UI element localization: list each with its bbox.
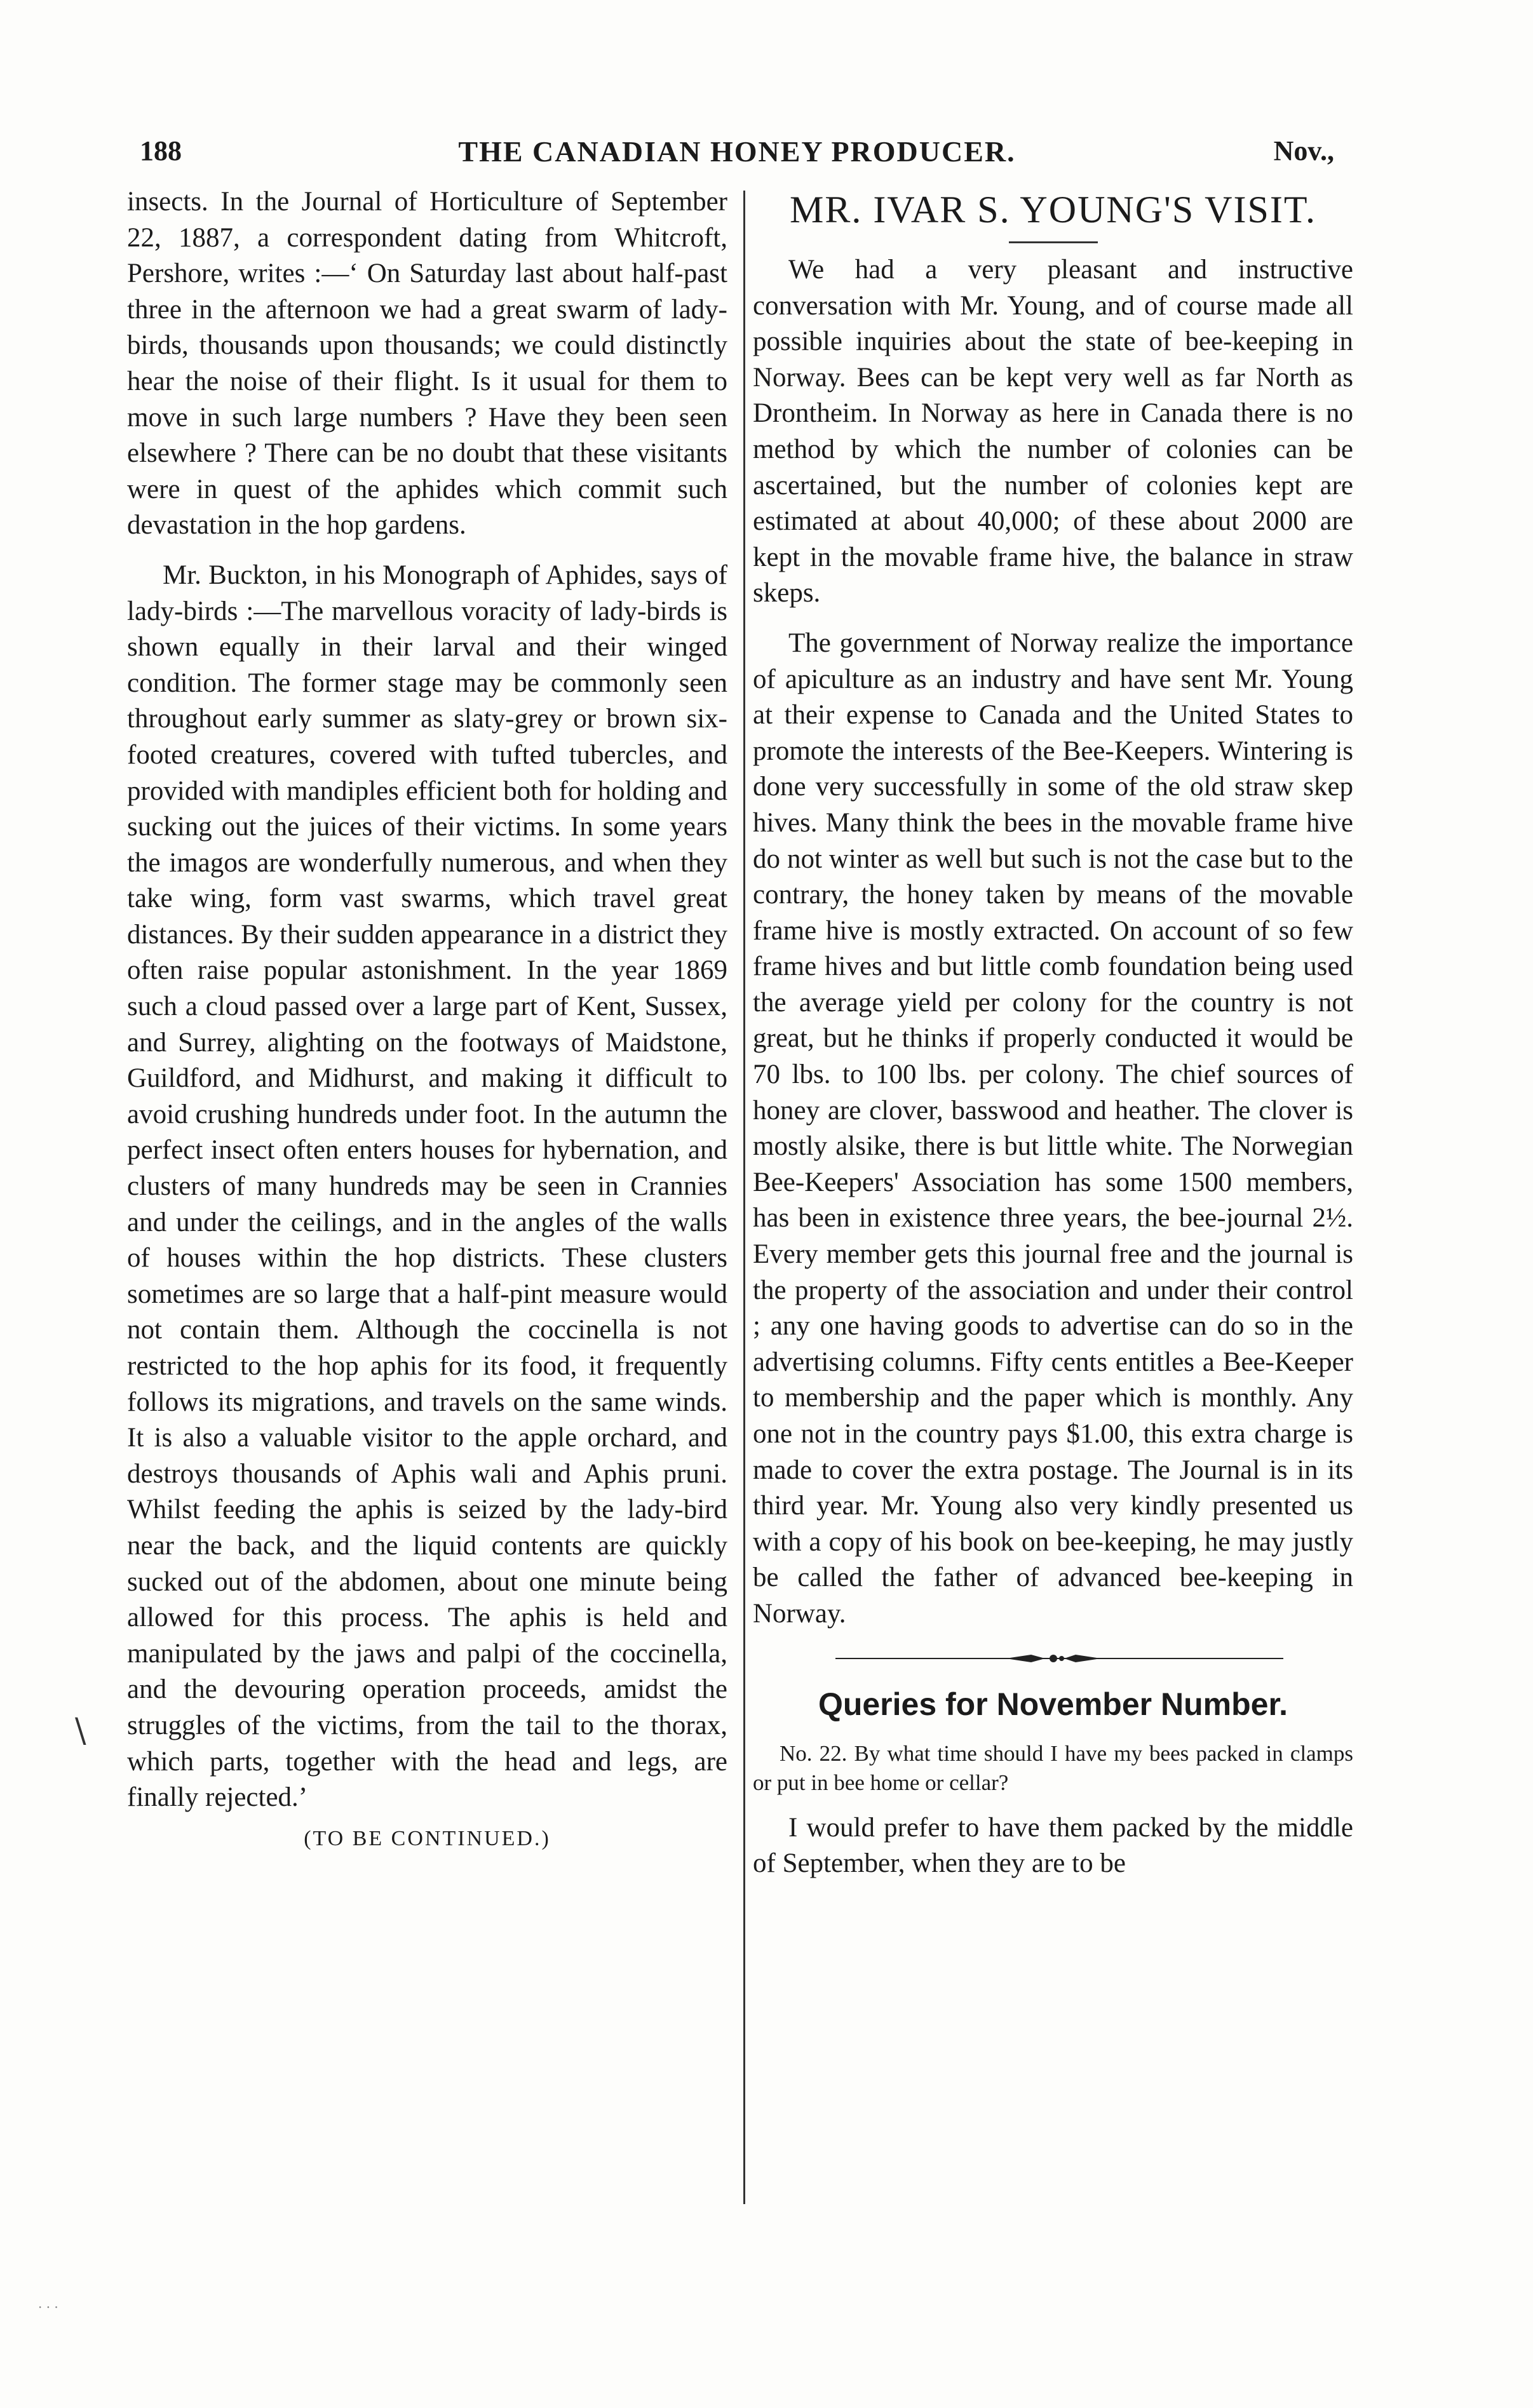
ornament-icon: [1006, 1651, 1101, 1666]
lady-birds-paragraph-2: Mr. Buckton, in his Monograph of Aphides, says of lady-birds :—The marvellous voracity of lady-birds is shown equally in their larval and their winged condition. The former stage may be commonly seen throughout early summer as slaty-grey or brown six-footed creatures, covered with tufted tubercles, and provided with mandiples efficient both for holding and sucking out the juices of their victims. In some years the imagos are wonderfully numerous, and when they take wing, form vast swarms, which travel great distances. By their sudden appearance in a district they often raise popular astonishment. In the year 1869 such a cloud passed over a large part of Kent, Sussex, and Surrey, alighting on the footways of Maidstone, Guildford, and Midhurst, and making it difficult to avoid crushing hundreds under foot. In the autumn the perfect insect often enters houses for hybernation, and clusters of many hundreds may be seen in Crannies and under the ceilings, and in the angles of the walls of houses within the hop districts. These clusters sometimes are so large that a half-pint measure would not contain them. Although the coccinella is not restricted to the hop aphis for its food, it frequently follows its migrations, and travels on the same winds. It is also a valuable visitor to the apple orchard, and destroys thousands of Aphis wali and Aphis pruni. Whilst feeding the aphis is seized by the lady-bird near the back, and the liquid contents are quickly sucked out of the abdomen, about one minute being allowed for this process. The aphis is held and manipulated by the jaws and palpi of the coccinella, and the devouring operation proceeds, amidst the struggles of the victims, from the tail to the thorax, which parts, together with the head and legs, are finally rejected.’: [127, 560, 727, 1813]
lady-birds-paragraph-1: insects. In the Journal of Horticulture of September 22, 1887, a correspondent dating from Whitcroft, Pershore, writes :—‘ On Saturday last about half-past three in the afternoon we had a great swarm of lady-birds, thousands upon thousands; we could distinctly hear the noise of their flight. Is it usual for them to move in such large numbers ? Have they been seen elsewhere ? There can be no doubt that these visitants were in quest of the aphides which commit such devastation in the hop gardens.: [127, 187, 727, 541]
issue-month: Nov.,: [1273, 135, 1334, 166]
section-ornament: [753, 1643, 1353, 1674]
visit-paragraph-2: The government of Norway realize the importance of apiculture as an industry and have sent Mr. Young at their expense to Canada and the United States to promote the interests of the Bee-Keepers. Wintering is done very successfully in some of the old straw skep hives. Many think the bees in the movable frame hive do not winter as well but such is not the case but to the contrary, the honey taken by means of the movable frame hive is mostly extracted. On account of so few frame hives and but little comb foundation being used the average yield per colony for the country is not great, but he thinks if properly conducted it would be 70 lbs. to 100 lbs. per colony. The chief sources of honey are clover, basswood and heather. The clover is mostly alsike, there is but little white. The Norwegian Bee-Keepers' Association has some 1500 members, has been in existence three years, the bee-journal 2½. Every member gets this journal free and the journal is the property of the association and under their control ; any one having goods to advertise can do so in the advertising columns. Fifty cents entitles a Bee-Keeper to membership and the paper which is monthly. Any one not in the country pays $1.00, this extra charge is made to cover the extra postage. The Journal is in its third year. Mr. Young also very kindly presented us with a copy of his book on bee-keeping, he may justly be called the father of advanced bee-keeping in Norway.: [753, 628, 1353, 1629]
queries-heading: Queries for November Number.: [818, 1686, 1288, 1722]
left-column: [127, 184, 727, 1857]
running-header: [140, 135, 1334, 179]
column-divider: [743, 191, 745, 2204]
to-be-continued: (TO BE CONTINUED.): [304, 1826, 551, 1850]
query-answer: I would prefer to have them packed by the middle of September, when they are to be: [753, 1812, 1353, 1879]
title-rule: [1009, 241, 1098, 243]
journal-title: THE CANADIAN HONEY PRODUCER.: [458, 135, 1016, 168]
visit-paragraph-1: We had a very pleasant and instructive conversation with Mr. Young, and of course made all possible inquiries about the state of bee-keeping in Norway. Bees can be kept very well as far North as Drontheim. In Norway as here in Canada there is no method by which the number of colonies can be ascertained, but the number of colonies kept are estimated at about 40,000; of these about 2000 are kept in the movable frame hive, the balance in straw skeps.: [753, 255, 1353, 609]
right-column: [753, 184, 1353, 1882]
article-title: MR. IVAR S. YOUNG'S VISIT.: [789, 189, 1317, 231]
margin-mark: \: [75, 1712, 86, 1750]
paper-specks: · · ·: [38, 2299, 58, 2315]
page-number: 188: [140, 135, 182, 166]
query-22: No. 22. By what time should I have my bees packed in clamps or put in bee home or cellar?: [753, 1740, 1353, 1795]
